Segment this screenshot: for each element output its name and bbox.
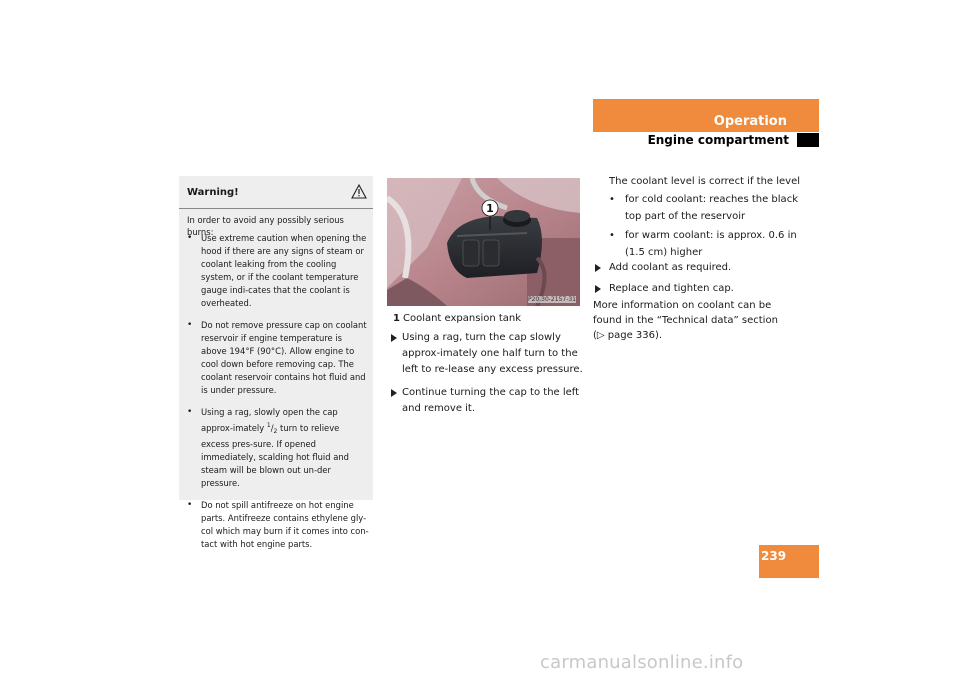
warning-divider	[179, 208, 373, 209]
instruction-step	[393, 330, 585, 378]
page-number: 239	[759, 545, 819, 578]
coolant-step	[593, 260, 803, 276]
level-condition: • for warm coolant: is approx. 0.6 in (1.5 cm) higher	[609, 228, 799, 261]
section-title: Operation	[713, 114, 787, 129]
step-arrow-icon	[595, 264, 601, 272]
step-text: Using a rag, turn the cap slowly approx-imately one half turn to the left to re-lease any excess pressure.	[402, 332, 583, 375]
engine-photo	[387, 178, 580, 306]
caption-number: 1	[393, 313, 400, 324]
coolant-step	[593, 281, 803, 297]
coolant-tank-illustration	[387, 178, 580, 306]
level-condition: • for cold coolant: reaches the black top part of the reservoir	[609, 192, 799, 225]
warning-list	[187, 232, 369, 560]
step-arrow-icon	[595, 285, 601, 293]
level-intro: The coolant level is correct if the level	[609, 176, 801, 187]
figure-callout: 1	[486, 202, 494, 215]
warning-item: • Do not remove pressure cap on coolant reservoir if engine temperature is above 194°F (90°C). Allow engine to cool down before removing cap. The coolant reservoir contains hot fluid and is under pressure.	[187, 319, 369, 397]
caption-text: Coolant expansion tank	[402, 313, 522, 324]
page-reference-link[interactable]: (▷ page 336).	[593, 330, 663, 341]
step-arrow-icon	[391, 334, 397, 342]
warning-intro: In order to avoid any possibly serious burns:	[187, 215, 344, 237]
warning-item: • Do not spill antifreeze on hot engine parts. Antifreeze contains ethylene gly-col which may burn if it comes into con-tact with hot engine parts.	[187, 499, 369, 551]
fraction-denominator: 2	[273, 428, 278, 435]
instruction-steps	[393, 330, 585, 424]
watermark: carmanualsonline.info	[540, 652, 744, 673]
level-conditions	[609, 192, 799, 264]
instruction-step	[393, 385, 585, 417]
subsection-title: Engine compartment	[647, 133, 789, 147]
coolant-steps	[593, 260, 803, 302]
more-info	[593, 298, 803, 343]
step-text: Add coolant as required.	[609, 262, 732, 273]
figure-code: P20.30-2157-31	[527, 296, 576, 303]
warning-box	[179, 176, 373, 549]
warning-item-text: Using a rag, slowly open the cap approx-imately	[201, 407, 338, 433]
warning-item-text: turn to relieve excess pres-sure. If opened immediately, scalding hot fluid and steam will be blown out un-der pressure.	[201, 423, 349, 488]
step-text: Replace and tighten cap.	[609, 283, 734, 294]
more-info-text: More information on coolant can be found in the “Technical data” section	[593, 300, 778, 326]
warning-item: • Using a rag, slowly open the cap approx-imately $^1/_2$ turn to relieve excess pres-sure. If opened immediately, scalding hot fluid and steam will be blown out un-der pressure.	[187, 406, 369, 490]
warning-title: Warning!	[187, 187, 239, 198]
fraction-numerator: 1	[266, 422, 271, 429]
section-header	[593, 99, 819, 132]
warning-triangle-icon	[351, 184, 367, 199]
figure-caption	[393, 311, 585, 327]
header-marker	[797, 133, 819, 147]
step-text: Continue turning the cap to the left and remove it.	[402, 387, 580, 414]
warning-item: • Use extreme caution when opening the hood if there are any signs of steam or coolant leaking from the cooling system, or if the coolant temperature gauge indi-cates that the coolant is overheated.	[187, 232, 369, 310]
step-arrow-icon	[391, 389, 397, 397]
